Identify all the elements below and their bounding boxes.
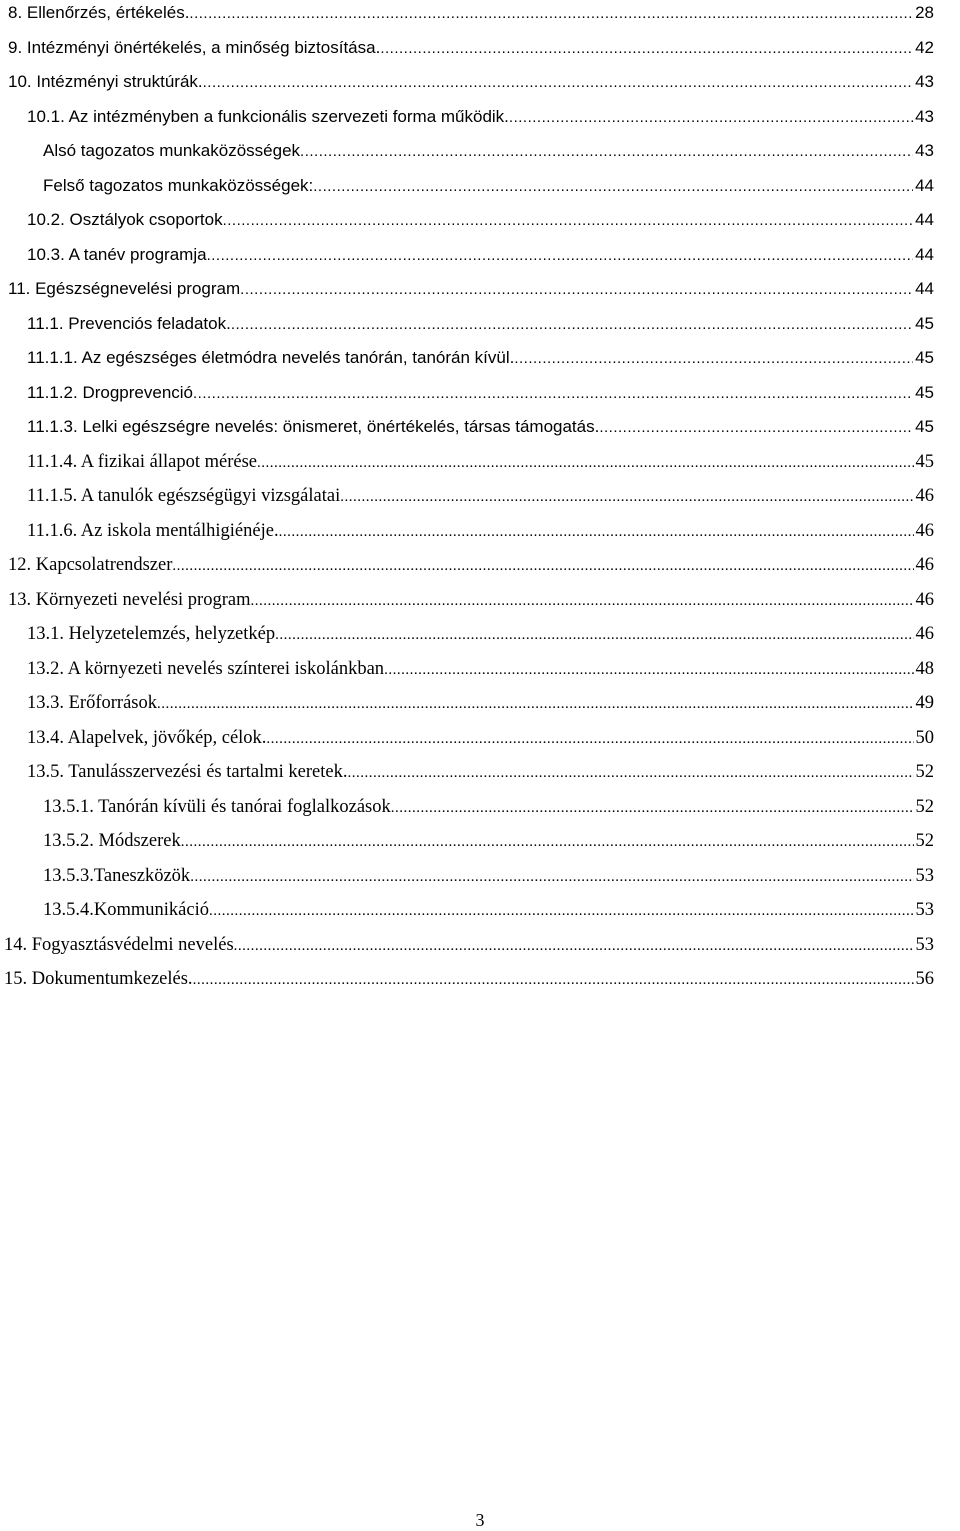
toc-entry-page: 52 [915, 762, 934, 782]
toc-entry [0, 932, 960, 966]
toc-entry [0, 656, 960, 690]
toc-entry-page: 45 [915, 451, 934, 472]
toc-entry [0, 966, 960, 1000]
toc-entry [0, 173, 960, 207]
toc-leader-dots [347, 762, 913, 784]
toc-entry-label: 11.1.2. Drogprevenció [27, 382, 194, 402]
toc-entry-page: 52 [915, 796, 934, 817]
toc-entry-label: 13.5.1. Tanórán kívüli és tanórai foglalkozások [43, 796, 391, 817]
toc-leader-dots [203, 72, 913, 94]
toc-entry-label: 13.2. A környezeti nevelés színterei iskolánkban [27, 658, 385, 679]
toc-entry-page: 43 [915, 141, 934, 160]
toc-entry-page: 28 [915, 3, 934, 22]
toc-entry [0, 621, 960, 655]
toc-leader-dots [313, 176, 913, 198]
toc-entry [0, 828, 960, 862]
toc-entry [0, 759, 960, 793]
toc-entry-page: 44 [915, 244, 934, 264]
toc-entry-page: 43 [915, 106, 934, 126]
toc-entry [0, 0, 960, 34]
toc-entry-page: 56 [915, 969, 934, 989]
toc-entry-label: 15. Dokumentumkezelés. [4, 969, 193, 989]
toc-entry [0, 69, 960, 103]
toc-entry-page: 45 [915, 348, 934, 367]
toc-leader-dots [234, 935, 914, 957]
toc-entry-label: 11.1.4. A fizikai állapot mérése [27, 451, 257, 472]
toc-entry-label: 13.1. Helyzetelemzés, helyzetkép [27, 624, 276, 644]
toc-entry-page: 49 [915, 693, 934, 713]
toc-entry-page: 53 [915, 900, 934, 920]
toc-entry-page: 53 [915, 934, 934, 955]
toc-entry [0, 345, 960, 379]
toc-entry [0, 552, 960, 586]
toc-leader-dots [250, 590, 913, 612]
toc-leader-dots [266, 728, 913, 750]
toc-leader-dots [279, 521, 914, 543]
toc-entry-label: 11.1.5. A tanulók egészségügyi vizsgálatai [27, 486, 341, 506]
toc-entry-label: 11. Egészségnevelési program [8, 279, 241, 298]
toc-entry-label: 10.2. Osztályok csoportok [27, 210, 223, 229]
toc-entry [0, 483, 960, 517]
toc-entry-label: Alsó tagozatos munkaközösségek [43, 141, 301, 160]
toc-entry-label: 10.3. A tanév programja [27, 244, 207, 264]
toc-entry-page: 50 [915, 727, 934, 748]
toc-leader-dots [599, 417, 913, 439]
toc-entry-label: 13.5.4.Kommunikáció [43, 900, 209, 920]
toc-leader-dots [193, 969, 914, 991]
toc-entry [0, 104, 960, 138]
toc-leader-dots [231, 314, 913, 336]
toc-leader-dots [172, 555, 913, 577]
toc-leader-dots [189, 3, 913, 25]
toc-entry [0, 311, 960, 345]
toc-entry-page: 43 [915, 72, 934, 91]
toc-entry-page: 46 [915, 555, 934, 575]
toc-entry-label: 14. Fogyasztásvédelmi nevelés [4, 934, 234, 955]
toc-entry-label: 11.1.3. Lelki egészségre nevelés: önismeret, önértékelés, társas támogatás. [27, 417, 600, 436]
toc-entry [0, 449, 960, 483]
toc-entry-page: 45 [915, 313, 934, 333]
toc-leader-dots [157, 693, 914, 715]
toc-leader-dots [340, 486, 913, 508]
toc-leader-dots [223, 210, 913, 232]
toc-leader-dots [181, 831, 914, 853]
toc-entry-label: 13.3. Erőforrások [27, 693, 157, 713]
toc-entry-page: 44 [915, 210, 934, 229]
toc-entry-label: 13.5.2. Módszerek [43, 831, 181, 851]
toc-entry [0, 380, 960, 414]
toc-entry-page: 45 [915, 417, 934, 436]
toc-leader-dots [300, 141, 913, 163]
toc-entry [0, 518, 960, 552]
toc-entry [0, 897, 960, 931]
toc-leader-dots [514, 348, 913, 370]
toc-entry-page: 46 [915, 486, 934, 506]
toc-entry-label: 11.1.1. Az egészséges életmódra nevelés tanórán, tanórán kívül. [27, 348, 515, 367]
toc-entry-label: 10. Intézményi struktúrák. [8, 72, 203, 91]
toc-entry-page: 45 [915, 382, 934, 402]
toc-entry-label: 13.5.3.Taneszközök [43, 865, 191, 886]
toc-entry-page: 53 [915, 865, 934, 886]
toc-entry-label: 13.5. Tanulásszervezési és tartalmi keretek. [27, 762, 348, 782]
toc-entry [0, 725, 960, 759]
toc-entry-label: 13.4. Alapelvek, jövőkép, célok. [27, 727, 267, 748]
toc-leader-dots [190, 866, 913, 888]
toc-entry [0, 242, 960, 276]
toc-entry [0, 276, 960, 310]
toc-entry-label: 9. Intézményi önértékelés, a minőség biztosítása. [8, 37, 381, 57]
toc-leader-dots [257, 452, 914, 474]
toc-entry [0, 863, 960, 897]
toc-entry-label: 12. Kapcsolatrendszer [8, 555, 173, 575]
toc-leader-dots [193, 383, 913, 405]
toc-leader-dots [509, 107, 913, 129]
toc-entry-label: 11.1. Prevenciós feladatok. [27, 313, 231, 333]
toc-entry-page: 48 [915, 658, 934, 679]
toc-leader-dots [209, 900, 914, 922]
toc-entry-page: 44 [915, 279, 934, 298]
toc-leader-dots [275, 624, 913, 646]
toc-entry [0, 207, 960, 241]
toc-entry [0, 414, 960, 448]
toc-entry [0, 587, 960, 621]
toc-entry [0, 35, 960, 69]
toc-leader-dots [391, 797, 914, 819]
toc-entry-page: 52 [915, 831, 934, 851]
toc-entry-label: 8. Ellenőrzés, értékelés. [8, 3, 190, 22]
toc-entry-page: 42 [915, 37, 934, 57]
toc-entry [0, 794, 960, 828]
toc-entry-label: 10.1. Az intézményben a funkcionális szervezeti forma működik. [27, 106, 509, 126]
toc-entry-label: 13. Környezeti nevelési program [8, 589, 251, 610]
toc-entry-page: 44 [915, 175, 934, 195]
toc-leader-dots [384, 659, 913, 681]
toc-leader-dots [240, 279, 913, 301]
toc-entry-page: 46 [915, 624, 934, 644]
toc-entry-page: 46 [915, 520, 934, 541]
toc-entry [0, 138, 960, 172]
toc-leader-dots [207, 245, 914, 267]
page-number: 3 [475, 1510, 485, 1530]
toc-entry-label: Felső tagozatos munkaközösségek: [43, 175, 314, 195]
toc-entry-label: 11.1.6. Az iskola mentálhigiénéje. [27, 520, 279, 541]
toc-entry [0, 690, 960, 724]
toc-entry-page: 46 [915, 589, 934, 610]
toc-leader-dots [380, 38, 913, 60]
